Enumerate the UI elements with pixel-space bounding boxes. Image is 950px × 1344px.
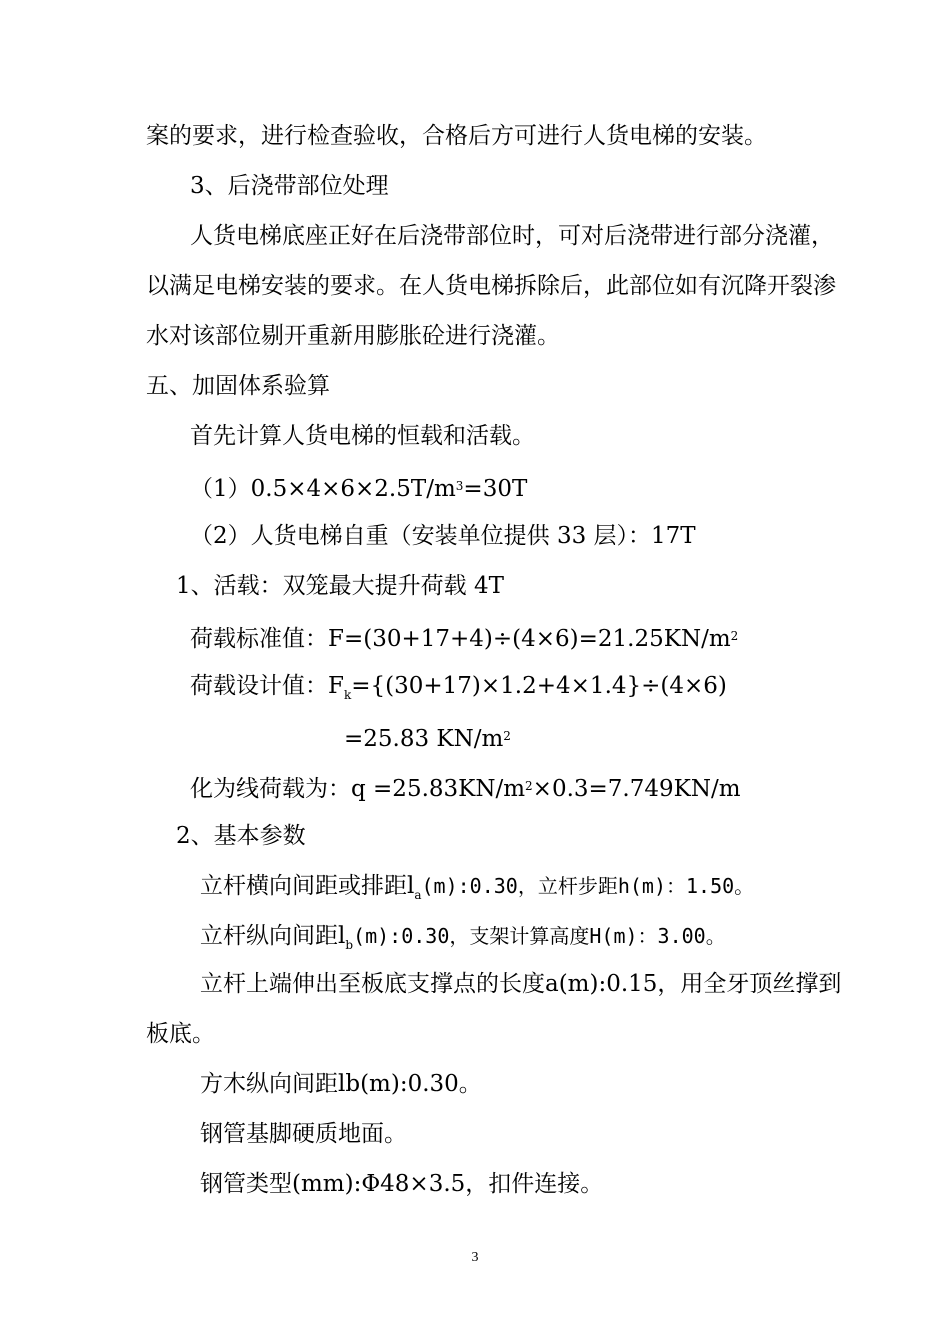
section-heading <box>190 172 389 200</box>
formula-line <box>344 722 511 753</box>
text: 化为线荷载为：q =25.83KN/m <box>190 776 526 802</box>
paragraph-line <box>190 222 834 250</box>
text: 方木纵向间距lb(m):0.30。 <box>200 1071 482 1097</box>
text: 首先计算人货电梯的恒载和活载。 <box>190 423 535 449</box>
text: =30T <box>463 476 528 502</box>
text: （2）人货电梯自重（安装单位提供 33 层）：17T <box>190 523 696 549</box>
text: 钢管基脚硬质地面。 <box>200 1121 407 1147</box>
text: 立杆纵向间距l <box>200 923 346 949</box>
parameter-line <box>200 872 754 909</box>
text: 人货电梯底座正好在后浇带部位时，可对后浇带进行部分浇灌， <box>190 223 834 249</box>
paragraph-line <box>146 122 767 150</box>
text: 板底。 <box>146 1021 215 1047</box>
text: 荷载标准值：F=(30+17+4)÷(4×6)=21.25KN/m <box>190 626 731 652</box>
text: 立杆横向间距或排距l <box>200 873 415 899</box>
text: 水对该部位剔开重新用膨胀砼进行浇灌。 <box>146 323 560 349</box>
superscript: 3 <box>455 479 464 493</box>
parameter-line <box>200 970 841 998</box>
formula-line <box>190 772 741 803</box>
text: 案的要求，进行检查验收，合格后方可进行人货电梯的安装。 <box>146 123 767 149</box>
section-heading <box>176 822 306 850</box>
text: 五、加固体系验算 <box>146 373 330 399</box>
parameter-line <box>200 1120 407 1148</box>
parameter-line <box>200 1170 603 1198</box>
formula-line <box>190 522 696 550</box>
text: (m):0.30，支架计算高度H(m)：3.00。 <box>353 924 726 948</box>
text: 钢管类型(mm):Φ48×3.5，扣件连接。 <box>200 1171 604 1197</box>
parameter-line <box>200 922 726 959</box>
text: 立杆上端伸出至板底支撑点的长度a(m):0.15，用全牙顶丝撑到 <box>200 971 842 997</box>
subscript: k <box>343 688 352 702</box>
chapter-heading <box>146 372 330 400</box>
formula-line <box>190 472 527 503</box>
text: ×0.3=7.749KN/m <box>532 776 741 802</box>
text: ={(30+17)×1.2+4×1.4}÷(4×6) <box>351 673 727 699</box>
page-number: 3 <box>471 1250 479 1265</box>
text: =25.83 KN/m <box>344 726 504 752</box>
parameter-line <box>200 1070 482 1098</box>
paragraph-line <box>146 272 836 300</box>
subscript: a <box>414 888 422 902</box>
text: 2、基本参数 <box>176 823 306 849</box>
section-heading <box>176 572 504 600</box>
paragraph-line <box>146 1020 215 1048</box>
subscript: b <box>345 938 354 952</box>
paragraph-line <box>190 422 535 450</box>
formula-line <box>190 622 738 653</box>
formula-line <box>190 672 727 709</box>
superscript: 2 <box>503 729 511 743</box>
superscript: 2 <box>730 629 739 643</box>
text: 以满足电梯安装的要求。在人货电梯拆除后，此部位如有沉降开裂渗 <box>146 273 836 299</box>
text: （1）0.5×4×6×2.5T/m <box>190 476 456 502</box>
text: 荷载设计值：F <box>190 673 344 699</box>
text: 3、后浇带部位处理 <box>190 173 389 199</box>
superscript: 2 <box>525 779 533 793</box>
text: (m):0.30，立杆步距h(m)：1.50。 <box>421 874 755 898</box>
paragraph-line <box>146 322 560 350</box>
text: 1、活载：双笼最大提升荷载 4T <box>176 573 504 599</box>
